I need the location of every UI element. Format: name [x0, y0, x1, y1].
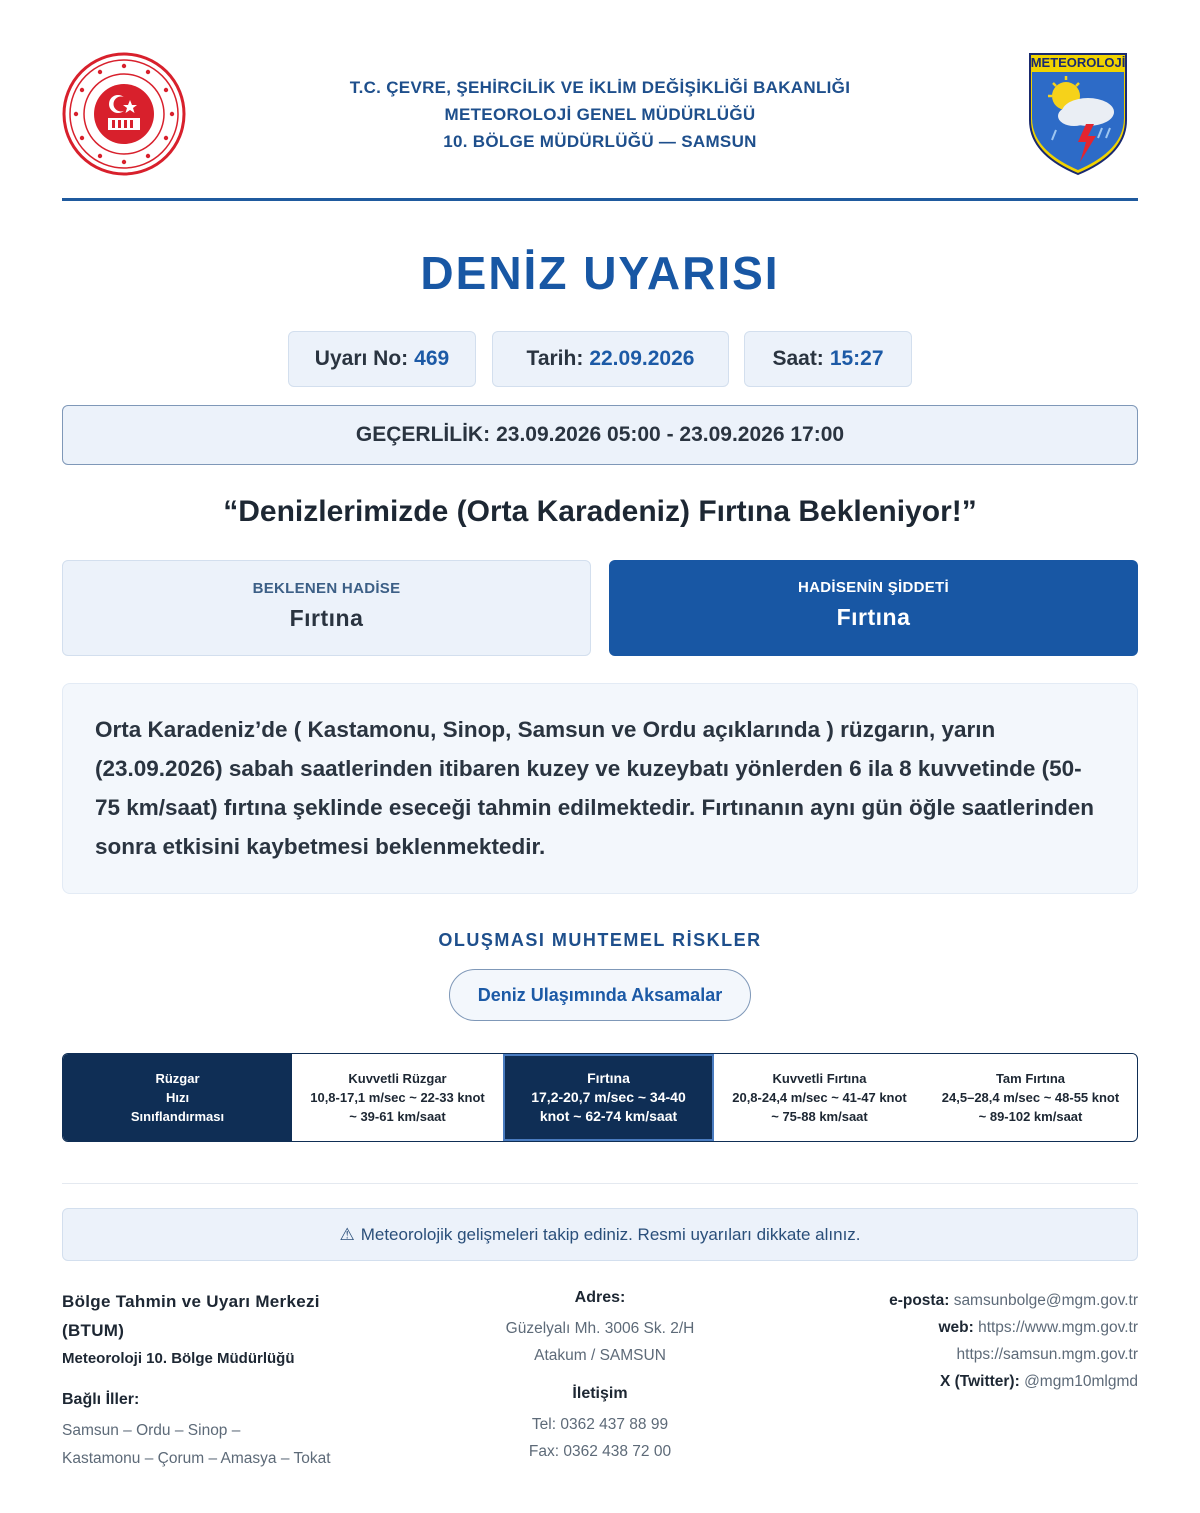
- provinces-line: Samsun – Ordu – Sinop –: [62, 1422, 241, 1439]
- header-institution: [242, 74, 958, 155]
- fax-number: Fax: 0362 438 72 00: [528, 1443, 672, 1460]
- page-title: DENİZ UYARISI: [420, 247, 780, 299]
- wind-class-range: 20,8-24,4 m/sec ~ 41-47 knot: [732, 1090, 907, 1105]
- expected-event-value: Fırtına: [289, 605, 364, 631]
- org-name: [62, 1287, 392, 1345]
- wind-class-name: Kuvvetli Rüzgar: [348, 1071, 447, 1086]
- footer-organization: [62, 1287, 392, 1473]
- wind-class-range: 17,2-20,7 m/sec ~ 34-40: [531, 1089, 686, 1105]
- risks-title: OLUŞMASI MUHTEMEL RİSKLER: [438, 930, 762, 950]
- warning-meta: [0, 331, 1200, 387]
- advisory-notice: [62, 1208, 1138, 1261]
- wind-classification-table: [62, 1053, 1138, 1142]
- header-divider: [62, 198, 1138, 201]
- wind-header-line: Rüzgar: [155, 1071, 200, 1086]
- ministry-name: T.C. ÇEVRE, ŞEHİRCİLİK VE İKLİM DEĞİŞİKLİĞİ BAKANLIĞI: [349, 78, 851, 97]
- provinces-list: [62, 1417, 392, 1473]
- meteoroloji-logo: [1026, 50, 1130, 176]
- warning-triangle-icon: ⚠: [339, 1224, 355, 1244]
- warning-headline: “Denizlerimizde (Orta Karadeniz) Fırtına Bekleniyor!”: [223, 495, 977, 528]
- web-link[interactable]: https://www.mgm.gov.tr: [978, 1319, 1138, 1336]
- footer-divider: [62, 1183, 1138, 1184]
- provinces-line: Kastamonu – Çorum – Amasya – Tokat: [62, 1450, 331, 1467]
- web-row: [718, 1341, 1138, 1368]
- wind-class-strong-storm: [714, 1054, 925, 1141]
- date-box: [492, 331, 729, 387]
- wind-table-header: [63, 1054, 292, 1141]
- document-header: [62, 50, 1138, 180]
- twitter-label: X (Twitter):: [939, 1373, 1020, 1390]
- wind-class-strong-wind: [292, 1054, 503, 1141]
- wind-class-range: 10,8-17,1 m/sec ~ 22-33 knot: [310, 1090, 485, 1105]
- validity-banner: [62, 405, 1138, 465]
- severity-label: HADİSENİN ŞİDDETİ: [798, 579, 949, 596]
- wind-class-storm: [503, 1054, 714, 1141]
- wind-class-range: ~ 89-102 km/saat: [978, 1109, 1083, 1124]
- time-value: 15:27: [829, 347, 884, 370]
- wind-class-range: ~ 75-88 km/saat: [771, 1109, 868, 1124]
- email-label: e-posta:: [889, 1292, 950, 1309]
- wind-class-name: Kuvvetli Fırtına: [772, 1071, 867, 1086]
- email-link[interactable]: samsunbolge@mgm.gov.tr: [953, 1292, 1138, 1309]
- email-row: [718, 1287, 1138, 1314]
- directorate-name: METEOROLOJİ GENEL MÜDÜRLÜĞÜ: [444, 105, 756, 124]
- twitter-handle[interactable]: @mgm10mlgmd: [1024, 1373, 1138, 1390]
- risk-item: Deniz Ulaşımında Aksamalar: [449, 969, 751, 1021]
- date-label: Tarih:: [526, 347, 584, 370]
- warning-number: 469: [414, 347, 450, 370]
- tel-number: Tel: 0362 437 88 99: [531, 1416, 669, 1433]
- wind-header-line: Sınıflandırması: [130, 1109, 225, 1124]
- warning-number-box: [288, 331, 476, 387]
- org-name-line: Bölge Tahmin ve Uyarı Merkezi: [62, 1292, 320, 1311]
- date-value: 22.09.2026: [589, 347, 695, 370]
- contact-label: İletişim: [572, 1385, 628, 1402]
- web-link[interactable]: https://samsun.mgm.gov.tr: [956, 1346, 1138, 1363]
- expected-event-label: BEKLENEN HADİSE: [252, 580, 401, 597]
- wind-class-name: Tam Fırtına: [995, 1071, 1066, 1086]
- warning-description: Orta Karadeniz’de ( Kastamonu, Sinop, Samsun ve Ordu açıklarında ) rüzgarın, yarın (23.09.2026) sabah saatlerinden itibaren kuzey ve kuzeybatı yönlerden 6 ila 8 kuvvetinde (50-75 km/saat) fırtına şeklinde eseceği tahmin edilmektedir. Fırtınanın aynı gün öğle saatlerinden sonra etkisini kaybetmesi beklenmektedir.: [62, 683, 1138, 894]
- wind-class-name: Fırtına: [587, 1070, 630, 1086]
- provinces-label: Bağlı İller:: [62, 1391, 140, 1408]
- region-name: 10. BÖLGE MÜDÜRLÜĞÜ — SAMSUN: [443, 132, 757, 151]
- time-box: [744, 331, 912, 387]
- address-label: Adres:: [574, 1289, 626, 1306]
- logo-text: METEOROLOJİ: [1030, 55, 1126, 70]
- warning-number-label: Uyarı No:: [314, 347, 409, 370]
- org-name-line: (BTUM): [62, 1321, 125, 1340]
- twitter-row: [718, 1368, 1138, 1395]
- wind-class-range: ~ 39-61 km/saat: [349, 1109, 446, 1124]
- expected-event-card: [62, 560, 591, 656]
- time-label: Saat:: [772, 347, 824, 370]
- wind-class-full-storm: [925, 1054, 1136, 1141]
- address-line: Güzelyalı Mh. 3006 Sk. 2/H: [505, 1320, 695, 1337]
- web-row: [718, 1314, 1138, 1341]
- wind-class-range: 24,5–28,4 m/sec ~ 48-55 knot: [941, 1090, 1120, 1105]
- org-subtitle: Meteoroloji 10. Bölge Müdürlüğü: [62, 1350, 295, 1367]
- ministry-seal-icon: [62, 52, 186, 176]
- web-label: web:: [938, 1319, 974, 1336]
- wind-class-range: knot ~ 62-74 km/saat: [539, 1108, 678, 1124]
- severity-value: Fırtına: [836, 604, 911, 630]
- address-line: Atakum / SAMSUN: [534, 1347, 666, 1364]
- advisory-text: Meteorolojik gelişmeleri takip ediniz. Resmi uyarıları dikkate alınız.: [360, 1224, 861, 1244]
- footer-address: [450, 1287, 750, 1465]
- validity-value: 23.09.2026 05:00 - 23.09.2026 17:00: [496, 423, 845, 446]
- validity-label: GEÇERLİLİK:: [355, 423, 491, 446]
- footer-contacts: [718, 1287, 1138, 1395]
- severity-card: [609, 560, 1138, 656]
- wind-header-line: Hızı: [165, 1090, 190, 1105]
